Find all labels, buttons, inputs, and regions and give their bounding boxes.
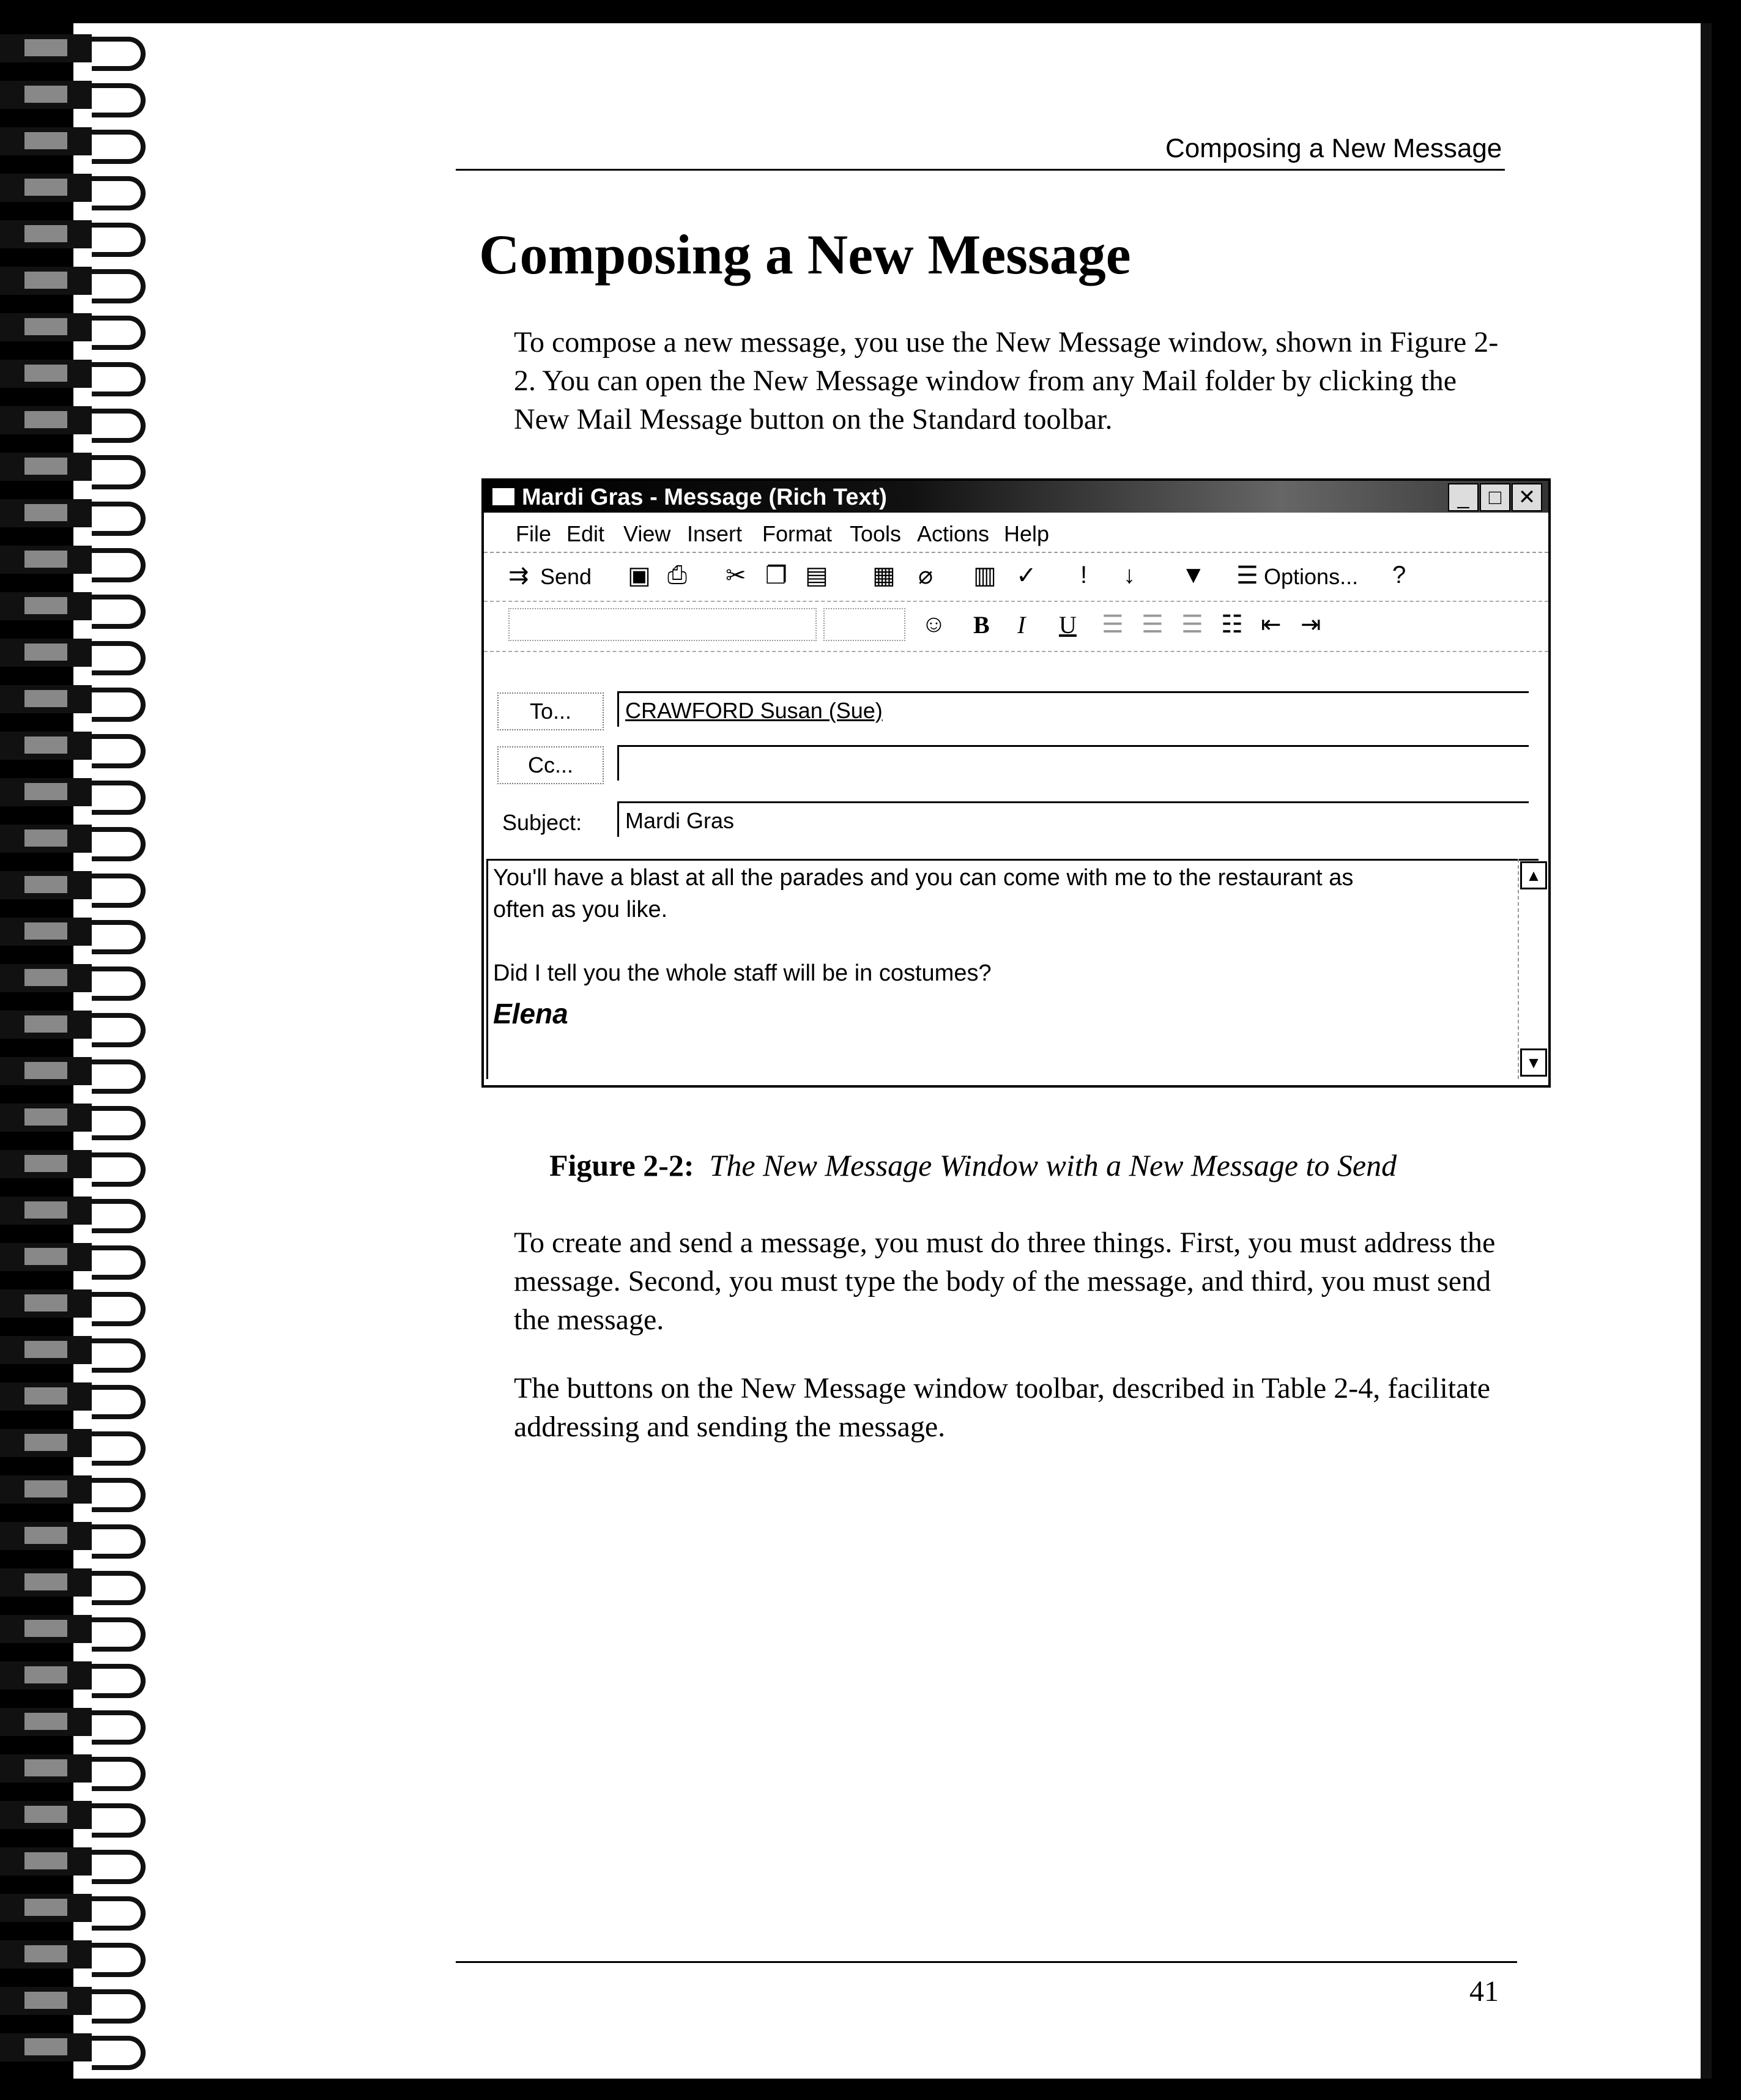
binding-loop [0, 1146, 153, 1182]
body-line: often as you like. [493, 897, 668, 922]
figure-caption [549, 1148, 1397, 1183]
cc-field[interactable] [617, 745, 1529, 781]
binding-loop [0, 217, 153, 252]
menu-edit[interactable]: Edit [566, 521, 605, 546]
menu-bar [484, 515, 1548, 553]
to-row [484, 689, 1548, 738]
binding-loop [0, 403, 153, 438]
binding-loop [0, 310, 153, 345]
binding-loop [0, 1890, 153, 1926]
options-icon: ☰ [1236, 562, 1258, 589]
binding-loop [0, 124, 153, 159]
binding-loop [0, 1286, 153, 1321]
caption-label: Figure 2-2: [549, 1148, 694, 1182]
window-titlebar [484, 481, 1548, 513]
binding-loop [0, 1844, 153, 1879]
binding-loop [0, 1193, 153, 1228]
binding-loop [0, 1983, 153, 2019]
book-page [73, 23, 1712, 2079]
body-line: You'll have a blast at all the parades and you can come with me to the restaurant as [493, 865, 1354, 891]
menu-file[interactable]: File [516, 521, 552, 546]
font-select[interactable] [508, 608, 817, 641]
binding-loop [0, 77, 153, 113]
signature: Elena [493, 998, 568, 1030]
binding-loop [0, 1565, 153, 1600]
italic-button[interactable]: I [1017, 611, 1026, 639]
address-book-icon[interactable]: ▦ [872, 562, 896, 589]
save-icon[interactable]: ▣ [628, 562, 651, 589]
font-color-icon[interactable]: ☺ [921, 610, 946, 637]
vertical-scrollbar[interactable] [1518, 859, 1546, 1079]
binding-loop [0, 2030, 153, 2065]
binding-loop [0, 821, 153, 856]
binding-loop [0, 1379, 153, 1414]
paragraph-2: To create and send a message, you must do three things. First, you must address the message. Second, you must type the body of the message, and third, you must send the message. [514, 1226, 1496, 1336]
page-title: Composing a New Message [479, 223, 1131, 286]
cc-row [484, 743, 1548, 792]
binding-loop [0, 867, 153, 903]
binding-loop [0, 1053, 153, 1089]
to-button[interactable]: To... [497, 692, 604, 730]
running-head: Composing a New Message [1165, 133, 1502, 163]
binding-loop [0, 1751, 153, 1786]
intro-paragraph: To compose a new message, you use the New Message window, shown in Figure 2-2. You can open the New Message window from any Mail folder by clicking the New Mail Message button on the Standard toolbar. [514, 326, 1499, 436]
decrease-indent-icon[interactable]: ⇤ [1261, 611, 1282, 638]
menu-tools[interactable]: Tools [850, 521, 902, 546]
envelope-icon [492, 488, 514, 505]
cc-button[interactable]: Cc... [497, 746, 604, 784]
binding-loop [0, 495, 153, 531]
binding-loop [0, 1472, 153, 1507]
minimize-button[interactable]: _ [1448, 483, 1479, 511]
binding-loop [0, 1611, 153, 1647]
new-message-window [481, 478, 1551, 1088]
print-icon[interactable]: ⎙ [667, 562, 687, 588]
bullets-icon[interactable]: ☷ [1221, 611, 1243, 638]
standard-toolbar [484, 553, 1548, 602]
binding-loop [0, 263, 153, 299]
spiral-binding [0, 31, 153, 2086]
help-icon[interactable]: ? [1392, 562, 1406, 588]
menu-insert[interactable]: Insert [687, 521, 743, 546]
close-button[interactable]: ✕ [1512, 483, 1542, 511]
menu-actions[interactable]: Actions [917, 521, 990, 546]
copy-icon[interactable]: ❐ [765, 562, 787, 589]
check-names-icon[interactable]: ✓ [1016, 562, 1037, 589]
subject-field[interactable]: Mardi Gras [617, 801, 1529, 837]
binding-loop [0, 914, 153, 949]
binding-loop [0, 588, 153, 624]
menu-help[interactable]: Help [1004, 521, 1050, 546]
scroll-up-icon[interactable]: ▲ [1520, 861, 1547, 889]
send-button[interactable]: Send [540, 564, 592, 589]
binding-loop [0, 635, 153, 670]
subject-label: Subject: [502, 810, 582, 835]
bold-button[interactable]: B [973, 611, 990, 639]
formatting-toolbar [484, 602, 1548, 652]
binding-loop [0, 774, 153, 810]
binding-loop [0, 1658, 153, 1693]
maximize-button[interactable]: □ [1480, 483, 1510, 511]
binding-loop [0, 1100, 153, 1135]
options-button[interactable]: Options... [1264, 564, 1359, 589]
binding-loop [0, 1239, 153, 1275]
binding-loop [0, 1007, 153, 1042]
align-left-icon[interactable]: ☰ [1102, 611, 1124, 638]
message-body[interactable] [486, 859, 1539, 1079]
send-icon: ⇉ [508, 562, 529, 589]
paragraph-3: The buttons on the New Message window toolbar, described in Table 2-4, facilitate addressing and sending the message. [514, 1372, 1491, 1443]
binding-loop [0, 31, 153, 66]
align-right-icon[interactable]: ☰ [1181, 611, 1203, 638]
binding-loop [0, 1518, 153, 1554]
binding-loop [0, 960, 153, 996]
footer-rule [456, 1961, 1517, 1963]
font-size-select[interactable] [823, 608, 905, 641]
caption-text: The New Message Window with a New Message to Send [709, 1148, 1397, 1182]
page-number: 41 [1469, 1975, 1499, 2008]
importance-high-icon[interactable]: ! [1080, 562, 1088, 588]
binding-loop [0, 681, 153, 717]
menu-view[interactable]: View [623, 521, 671, 546]
underline-button[interactable]: U [1059, 611, 1077, 639]
importance-low-icon[interactable]: ↓ [1123, 562, 1135, 588]
flag-icon[interactable]: ▼ [1181, 562, 1206, 588]
binding-loop [0, 1332, 153, 1368]
subject-row [484, 799, 1548, 848]
align-center-icon[interactable]: ☰ [1141, 611, 1164, 638]
binding-loop [0, 1425, 153, 1461]
binding-loop [0, 1797, 153, 1833]
insert-item-icon[interactable]: ▥ [973, 562, 997, 589]
binding-loop [0, 356, 153, 391]
binding-loop [0, 542, 153, 577]
paste-icon[interactable]: ▤ [805, 562, 828, 589]
binding-loop [0, 170, 153, 206]
binding-loop [0, 1704, 153, 1740]
header-rule [456, 169, 1505, 171]
to-field[interactable]: CRAWFORD Susan (Sue) [617, 691, 1529, 727]
menu-format[interactable]: Format [762, 521, 833, 546]
binding-loop [0, 449, 153, 484]
cut-icon[interactable]: ✂ [726, 562, 746, 589]
body-line: Did I tell you the whole staff will be in costumes? [493, 960, 992, 986]
binding-loop [0, 728, 153, 763]
binding-loop [0, 1937, 153, 1972]
increase-indent-icon[interactable]: ⇥ [1301, 611, 1321, 638]
window-title: Mardi Gras - Message (Rich Text) [522, 484, 887, 510]
attach-icon[interactable]: ⌀ [918, 562, 934, 589]
scroll-down-icon[interactable]: ▼ [1520, 1048, 1547, 1077]
